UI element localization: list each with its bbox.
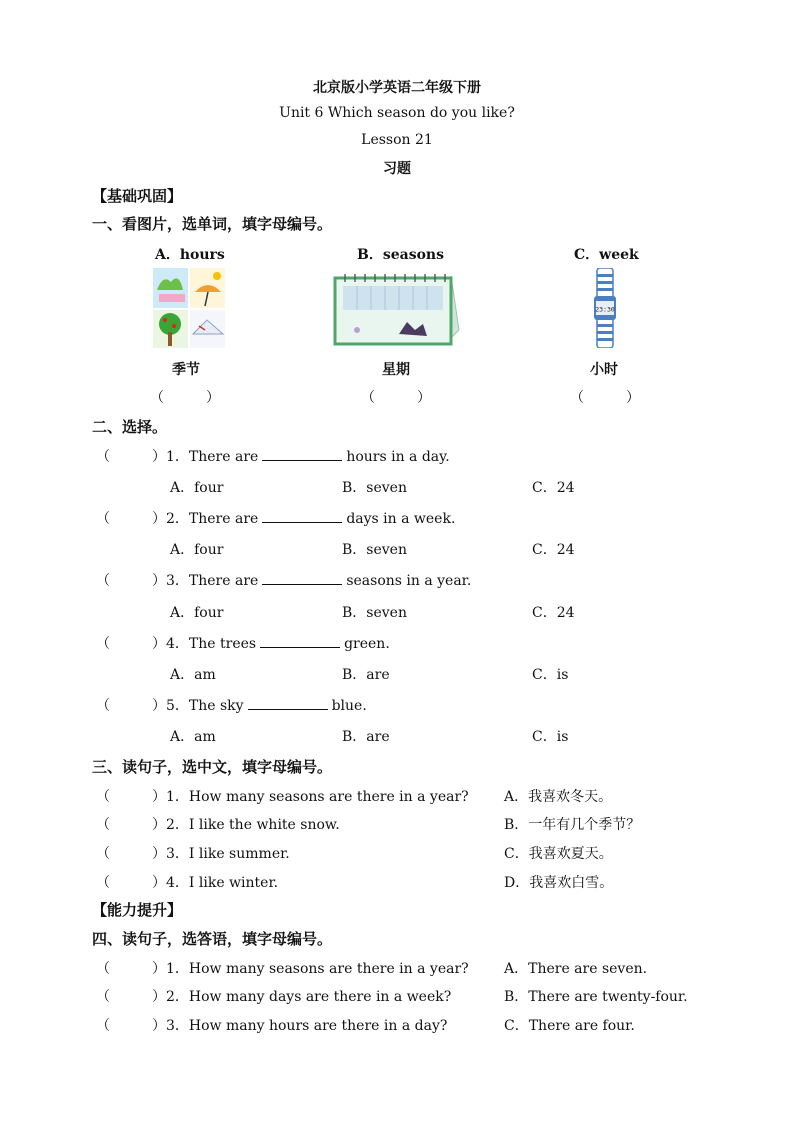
q2-item-2-option-b: B．seven (342, 542, 407, 558)
question-text: （ ）4．The trees (96, 636, 257, 652)
q4-heading: 四、读句子，选答语，填字母编号。 (92, 930, 333, 948)
q1-option-a: A．hours (155, 247, 225, 263)
answer-blank[interactable] (260, 635, 340, 648)
document-title: 北京版小学英语二年级下册 (313, 80, 481, 96)
q2-item-1-option-b: B．seven (342, 480, 407, 496)
q2-heading: 二、选择。 (92, 418, 168, 436)
q4-choice-b: B．There are twenty-four. (504, 989, 688, 1005)
q2-item-2-option-a: A．four (170, 542, 224, 558)
unit-title: Unit 6 Which season do you like? (279, 105, 515, 121)
q3-item-2: （ ）2．I like the white snow. (96, 817, 340, 833)
picture-label-seasons: 季节 (172, 362, 200, 378)
answer-bracket-1[interactable]: （ ） (150, 390, 220, 406)
question-text: （ ）3．There are (96, 573, 259, 589)
calendar-picture (333, 270, 461, 346)
q2-item-1-option-c: C．24 (532, 480, 575, 496)
q2-item-4-option-c: C．is (532, 667, 569, 683)
q3-item-1: （ ）1．How many seasons are there in a year? (96, 789, 469, 805)
q3-choice-c: C．我喜欢夏天。 (504, 846, 613, 862)
question-text-end: hours in a day. (346, 449, 450, 465)
q4-choice-c: C．There are four. (504, 1018, 635, 1034)
q2-item-4 (96, 633, 390, 653)
q1-option-b: B．seasons (357, 247, 444, 263)
picture-label-week: 星期 (382, 362, 410, 378)
answer-blank[interactable] (262, 448, 342, 461)
q2-item-1-option-a: A．four (170, 480, 224, 496)
lesson-title: Lesson 21 (361, 132, 433, 148)
q1-heading: 一、看图片，选单词，填字母编号。 (92, 215, 333, 233)
q2-item-3-option-a: A．four (170, 605, 224, 621)
q2-item-4-option-a: A．am (170, 667, 216, 683)
watch-display-text: 23:30 (595, 305, 615, 314)
question-text-end: green. (344, 636, 390, 652)
q3-item-4: （ ）4．I like winter. (96, 875, 279, 891)
question-text: （ ）5．The sky (96, 698, 244, 714)
q3-choice-d: D．我喜欢白雪。 (504, 875, 614, 891)
q2-item-5 (96, 695, 367, 715)
section-basic: 【基础巩固】 (92, 187, 183, 205)
q4-choice-a: A．There are seven. (504, 961, 648, 977)
q1-option-c: C．week (574, 247, 639, 263)
answer-bracket-2[interactable]: （ ） (361, 390, 431, 406)
section-advanced: 【能力提升】 (92, 901, 183, 919)
q2-item-5-option-b: B．are (342, 729, 390, 745)
q2-item-2-option-c: C．24 (532, 542, 575, 558)
q3-item-3: （ ）3．I like summer. (96, 846, 290, 862)
question-text-end: days in a week. (346, 511, 456, 527)
q3-heading: 三、读句子，选中文，填字母编号。 (92, 758, 333, 776)
q4-item-1: （ ）1．How many seasons are there in a year? (96, 961, 469, 977)
question-text: （ ）2．There are (96, 511, 259, 527)
answer-blank[interactable] (248, 697, 328, 710)
question-text-end: seasons in a year. (346, 573, 472, 589)
question-text: （ ）1．There are (96, 449, 259, 465)
q2-item-5-option-c: C．is (532, 729, 569, 745)
watch-picture (593, 268, 617, 348)
q3-choice-a: A．我喜欢冬天。 (504, 789, 613, 805)
q4-item-2: （ ）2．How many days are there in a week? (96, 989, 452, 1005)
q4-item-3: （ ）3．How many hours are there in a day? (96, 1018, 448, 1034)
picture-label-hours: 小时 (590, 362, 618, 378)
answer-blank[interactable] (262, 572, 342, 585)
q3-choice-b: B．一年有几个季节？ (504, 817, 641, 833)
q2-item-5-option-a: A．am (170, 729, 216, 745)
q2-item-1 (96, 446, 450, 466)
q2-item-3-option-c: C．24 (532, 605, 575, 621)
q2-item-2 (96, 508, 455, 528)
question-text-end: blue. (331, 698, 367, 714)
answer-bracket-3[interactable]: （ ） (570, 390, 640, 406)
q2-item-3-option-b: B．seven (342, 605, 407, 621)
exercise-subtitle: 习题 (383, 161, 411, 177)
four-seasons-picture (153, 268, 225, 348)
answer-blank[interactable] (262, 510, 342, 523)
q2-item-3 (96, 570, 471, 590)
q2-item-4-option-b: B．are (342, 667, 390, 683)
